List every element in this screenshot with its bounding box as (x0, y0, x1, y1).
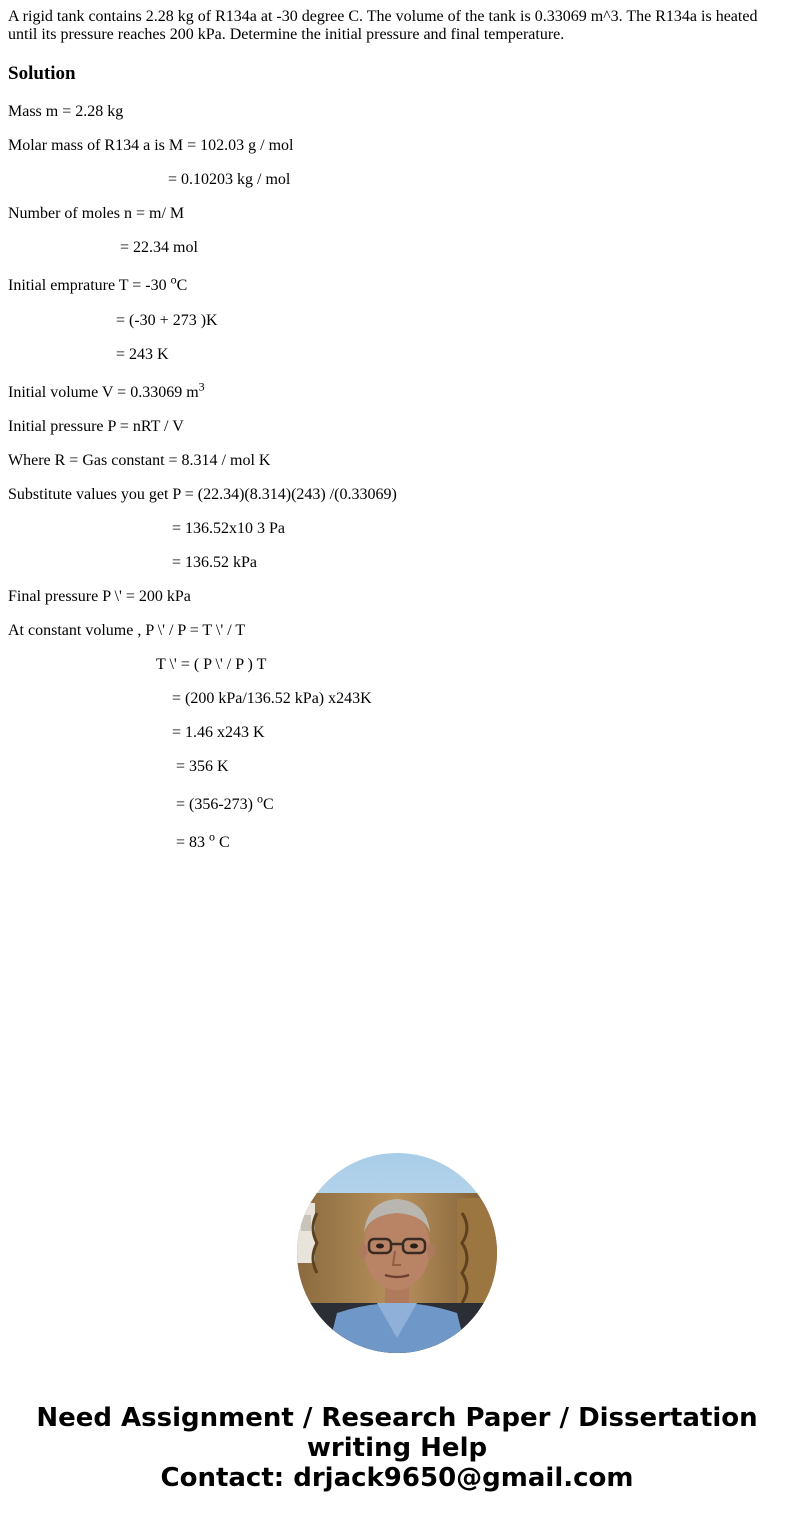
initial-temperature-unit: C (176, 277, 188, 294)
initial-temperature-line (8, 272, 188, 295)
degree-symbol: o (170, 272, 177, 287)
moles-value-line: = 22.34 mol (120, 239, 198, 256)
pressure-kpa-line: = 136.52 kPa (172, 554, 258, 571)
cubed-exponent: 3 (198, 379, 205, 394)
contact-footer (0, 1403, 794, 1493)
final-temperature-celsius-line (176, 791, 274, 814)
footer-line-contact: Contact: drjack9650@gmail.com (160, 1463, 634, 1493)
initial-volume-text: Initial volume V = 0.33069 m (8, 384, 199, 401)
final-temperature-formula-line: T \' = ( P \' / P ) T (156, 656, 267, 673)
footer-line-writing-help: writing Help (306, 1433, 488, 1463)
final-temperature-celsius-text: = (356-273) (176, 796, 258, 813)
gas-constant-line: Where R = Gas constant = 8.314 / mol K (8, 452, 271, 469)
constant-volume-line: At constant volume , P \' / P = T \' / T (8, 622, 246, 639)
final-temperature-substitution-line: = (200 kPa/136.52 kPa) x243K (172, 690, 372, 707)
avatar (297, 1153, 497, 1353)
initial-temperature-text: Initial emprature T = -30 (8, 277, 171, 294)
solution-heading: Solution (8, 63, 76, 84)
molar-mass-line: Molar mass of R134 a is M = 102.03 g / mol (8, 137, 294, 154)
final-answer-unit: C (215, 834, 230, 851)
substitute-line: Substitute values you get P = (22.34)(8.314)(243) /(0.33069) (8, 486, 397, 503)
pressure-pa-line: = 136.52x10 3 Pa (172, 520, 286, 537)
mass-line: Mass m = 2.28 kg (8, 103, 124, 120)
footer-line-assignment: Need Assignment / Research Paper / Dissertation (36, 1403, 758, 1433)
final-answer-line (176, 829, 230, 852)
initial-temperature-kelvin-value-line: = 243 K (116, 346, 169, 363)
molar-mass-kg-line: = 0.10203 kg / mol (168, 171, 291, 188)
initial-temperature-kelvin-line: = (-30 + 273 )K (116, 312, 218, 329)
final-temperature-multiplication-line: = 1.46 x243 K (172, 724, 265, 741)
moles-line: Number of moles n = m/ M (8, 205, 185, 222)
initial-volume-line (8, 379, 205, 402)
degree-symbol: o (209, 829, 216, 844)
final-answer-text: = 83 (176, 834, 210, 851)
initial-pressure-line: Initial pressure P = nRT / V (8, 418, 184, 435)
final-temperature-kelvin-line: = 356 K (176, 758, 229, 775)
degree-symbol: o (257, 791, 264, 806)
question-text: A rigid tank contains 2.28 kg of R134a at -30 degree C. The volume of the tank is 0.33069 m^3. The R134a is heated until its pressure reaches 200 kPa. Determine the initial pressure and final temperature. (8, 8, 758, 43)
final-pressure-line: Final pressure P \' = 200 kPa (8, 588, 191, 605)
avatar-portrait-image (297, 1153, 497, 1353)
final-temperature-celsius-unit: C (263, 796, 274, 813)
